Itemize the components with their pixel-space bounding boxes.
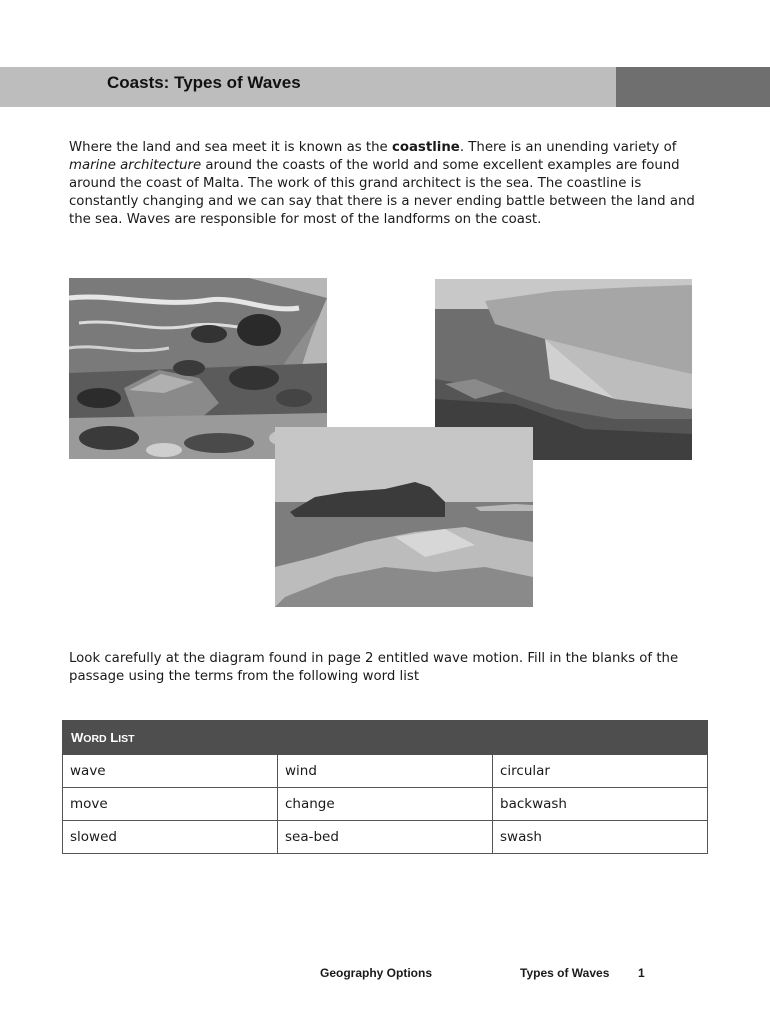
intro-bold-term: coastline <box>391 140 460 155</box>
word-cell: swash <box>493 821 708 854</box>
intro-text: Where the land and sea meet it is known as the <box>69 140 392 155</box>
word-cell: sea-bed <box>278 821 493 854</box>
table-row <box>63 755 708 788</box>
footer-course: Geography Options <box>320 966 433 980</box>
header-bar <box>0 67 616 107</box>
word-cell: slowed <box>63 821 278 854</box>
intro-italic-term: marine architecture <box>69 158 202 173</box>
word-cell: move <box>63 788 278 821</box>
word-cell: change <box>278 788 493 821</box>
photo-rock-island <box>275 427 533 607</box>
word-cell: wave <box>63 755 278 788</box>
word-list-table <box>62 720 708 854</box>
intro-text: around the coasts of the world and some excellent examples are found around the coast of Malta. The work of this grand architect is the sea. The coastline is constantly changing and we can say that there is a never ending battle between the land and the sea. Waves are responsible for most of the landforms on the coast. <box>69 158 695 227</box>
table-row <box>63 821 708 854</box>
word-cell: circular <box>493 755 708 788</box>
header-accent-block <box>616 67 770 107</box>
footer-page-number: 1 <box>638 966 645 980</box>
word-list-header: WORD LIST <box>63 721 708 755</box>
word-cell: backwash <box>493 788 708 821</box>
footer-topic: Types of Waves <box>520 966 610 980</box>
intro-text: . There is an unending variety of <box>459 140 677 155</box>
table-row <box>63 788 708 821</box>
page-title: Coasts: Types of Waves <box>107 73 301 92</box>
intro-paragraph <box>69 139 709 229</box>
word-cell: wind <box>278 755 493 788</box>
instructions-paragraph: Look carefully at the diagram found in page 2 entitled wave motion. Fill in the blanks of the passage using the terms from the following word list <box>69 651 679 684</box>
